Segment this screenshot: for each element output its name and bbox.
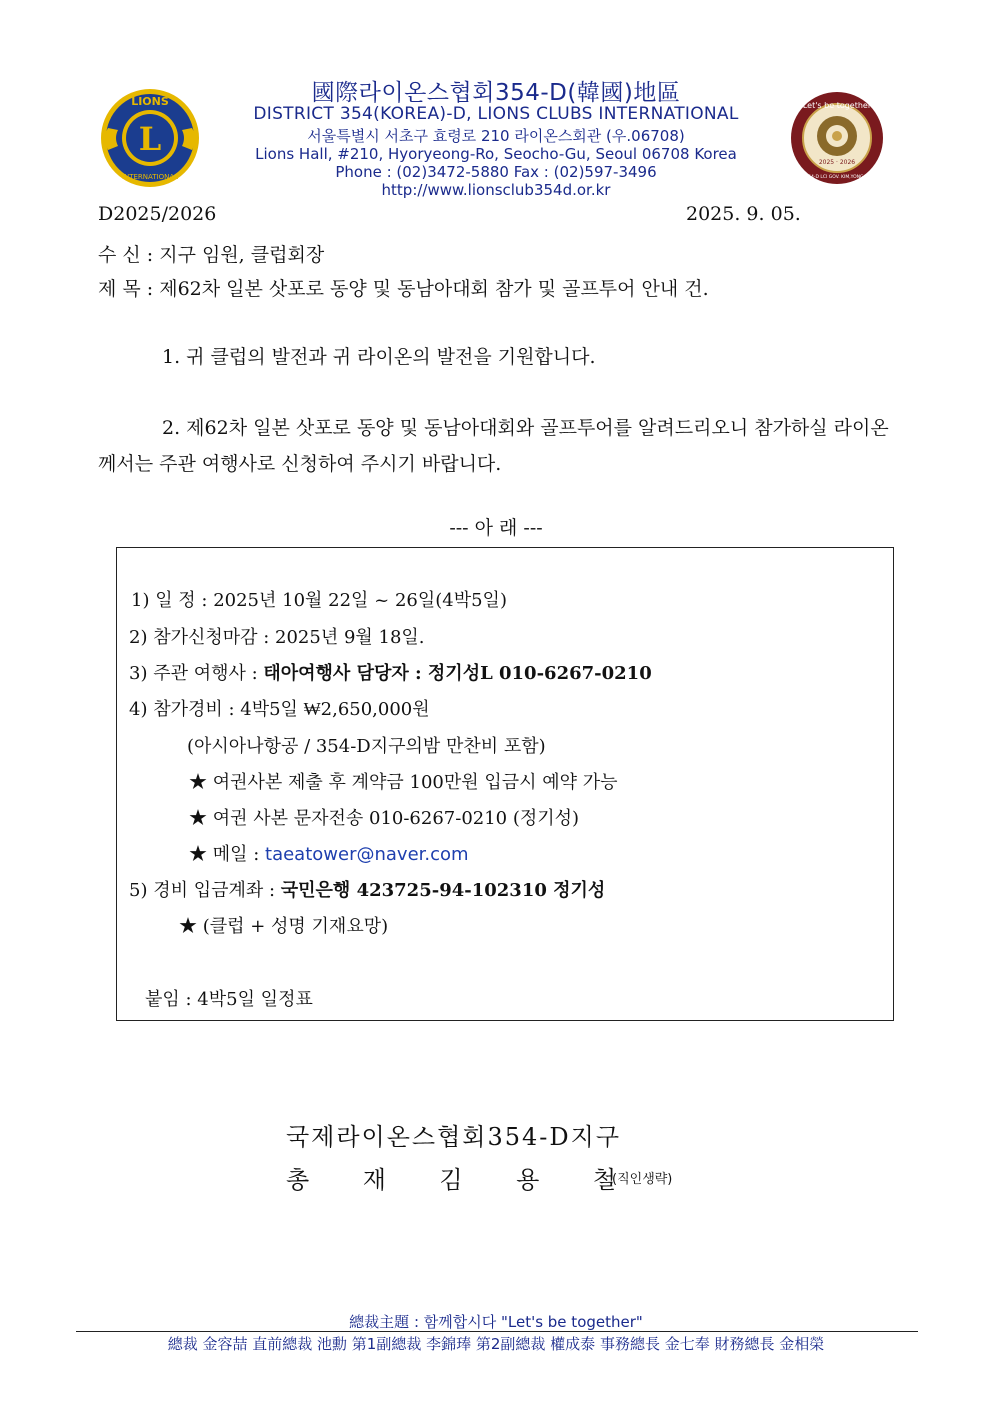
details-box [116, 547, 894, 1021]
signature-char: 김 [439, 1166, 463, 1194]
footer-divider [76, 1331, 918, 1332]
signature-char: 재 [362, 1166, 386, 1194]
deadline-item: 2) 참가신청마감 : 2025년 9월 18일. [129, 627, 425, 648]
passport-note: ★ 여권사본 제출 후 계약금 100만원 입금시 예약 가능 [189, 772, 618, 793]
website-url: http://www.lionsclub354d.or.kr [381, 181, 611, 199]
paragraph-2: 2. 제62차 일본 삿포로 동양 및 동남아대회와 골프투어를 알려드리오니 참가하실 라이온께서는 주관 여행사로 신청하여 주시기 바랍니다. [98, 417, 889, 475]
mail-item [189, 840, 469, 866]
attachment-line: 붙임 : 4박5일 일정표 [145, 989, 313, 1010]
signature-char: 총 [286, 1166, 310, 1194]
subject-line: 제 목 : 제62차 일본 삿포로 동양 및 동남아대회 참가 및 골프투어 안내 건. [98, 278, 709, 300]
account-note: ★ (클럽 + 성명 기재요망) [179, 916, 389, 937]
svg-text:L: L [138, 120, 162, 158]
account-label: 5) 경비 입금계좌 : [129, 880, 281, 901]
signature-name [286, 1160, 616, 1195]
schedule-item: 1) 일 정 : 2025년 10월 22일 ~ 26일(4박5일) [131, 590, 507, 611]
document-number: D2025/2026 [98, 203, 217, 225]
district-title: 國際라이온스협회354-D(韓國)地區 [311, 80, 681, 106]
mail-label: ★ 메일 : [189, 844, 266, 865]
cost-item: 4) 참가경비 : 4박5일 ₩2,650,000원 [129, 699, 430, 720]
document-date: 2025. 9. 05. [686, 203, 801, 225]
address-korean: 서울특별시 서초구 효령로 210 라이온스회관 (우.06708) [307, 127, 685, 145]
seal-side-text: DIST 354-D LCI GOV. KIM,YONG-CHEOL [793, 175, 881, 180]
signature-char: 철 [592, 1166, 616, 1194]
seal-motto-text: Let's be together [802, 101, 872, 110]
address-english: Lions Hall, #210, Hyoryeong-Ro, Seocho-Gu, Seoul 06708 Korea [255, 145, 737, 163]
international-logo-text: INTERNATIONAL [121, 173, 179, 181]
signature-organization: 국제라이온스협회354-D지구 [286, 1123, 621, 1151]
account-value: 국민은행 423725-94-102310 정기성 [280, 880, 606, 901]
district-english-name: DISTRICT 354(KOREA)-D, LIONS CLUBS INTERNATIONAL [253, 104, 739, 124]
agency-label: 3) 주관 여행사 : [129, 663, 264, 684]
agency-item [129, 659, 652, 685]
signature-char: 용 [516, 1166, 540, 1194]
account-item [129, 876, 605, 902]
seal-years-text: 2025 · 2026 [818, 159, 856, 166]
footer-motto: 總裁主題 : 함께합시다 "Let's be together" [349, 1313, 643, 1331]
details-heading: --- 아 래 --- [449, 517, 543, 539]
seal-omitted-note: (직인생략) [612, 1172, 673, 1187]
paragraph-1: 1. 귀 클럽의 발전과 귀 라이온의 발전을 기원합니다. [162, 346, 596, 368]
recipient-line: 수 신 : 지구 임원, 클럽회장 [98, 244, 325, 266]
mail-address-link[interactable]: taeatower@naver.com [265, 844, 469, 865]
agency-value: 태아여행사 담당자 : 정기성L 010-6267-0210 [263, 663, 652, 684]
passport-text-note: ★ 여권 사본 문자전송 010-6267-0210 (정기성) [189, 808, 580, 829]
lions-logo-text: LIONS [131, 95, 169, 108]
phone-fax: Phone : (02)3472-5880 Fax : (02)597-3496 [335, 163, 657, 181]
cost-note: (아시아나항공 / 354-D지구의밤 만찬비 포함) [187, 736, 546, 757]
footer-officers: 總裁 金容喆 直前總裁 池勳 第1副總裁 李錦琫 第2副總裁 權成泰 事務總長 金七奉 財務總長 金相榮 [167, 1335, 825, 1353]
